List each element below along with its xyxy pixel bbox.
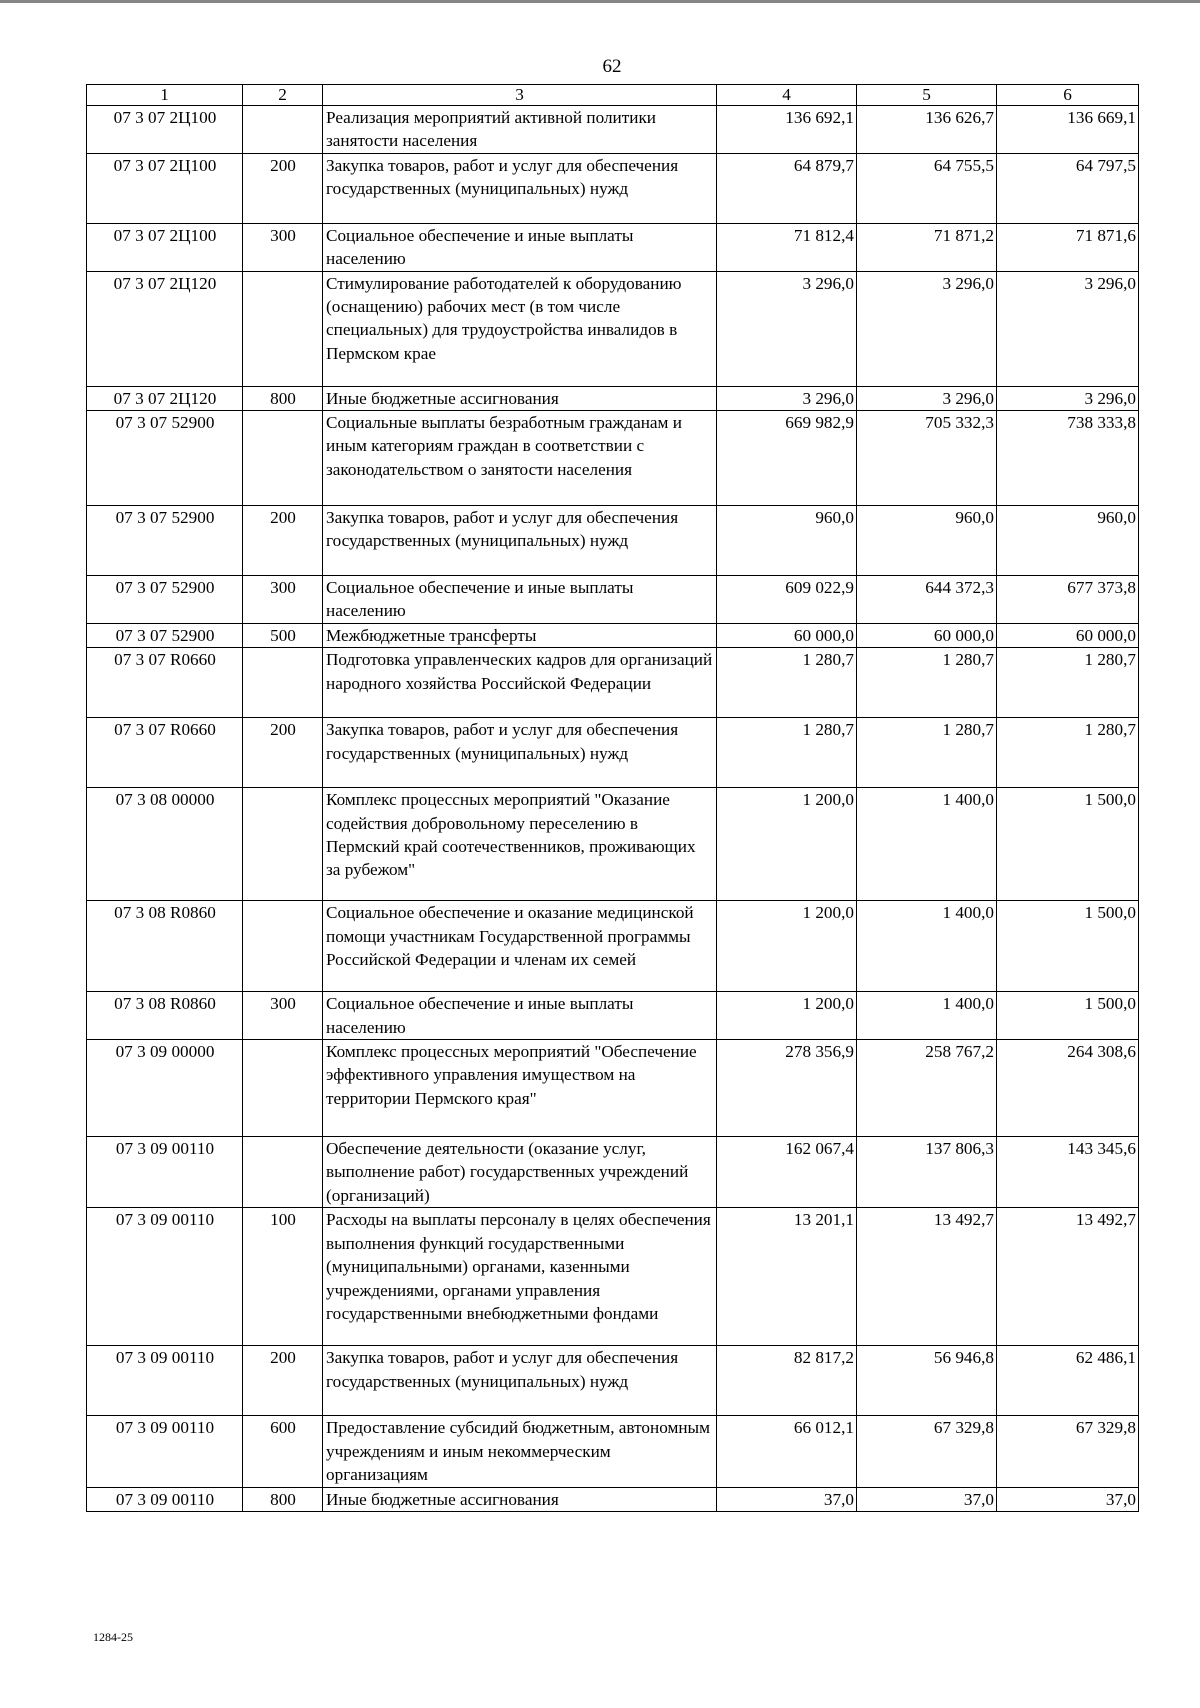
amount-year-2: 1 280,7 [857,648,997,718]
expense-type-code: 300 [243,576,323,624]
column-header-2: 2 [243,85,323,106]
expense-type-code [243,648,323,718]
target-article-code: 07 3 07 52900 [87,623,243,647]
table-row [87,1416,1139,1487]
table-row [87,1487,1139,1511]
amount-year-1: 64 879,7 [717,153,857,223]
expense-type-code: 300 [243,223,323,271]
expense-type-code: 600 [243,1416,323,1487]
item-name: Социальное обеспечение и иные выплаты населению [323,576,717,624]
target-article-code: 07 3 07 2Ц100 [87,153,243,223]
expense-type-code [243,788,323,901]
table-row [87,386,1139,410]
amount-year-2: 13 492,7 [857,1208,997,1346]
table-row [87,1208,1139,1346]
expense-type-code: 200 [243,506,323,576]
amount-year-1: 71 812,4 [717,223,857,271]
amount-year-1: 1 280,7 [717,718,857,788]
target-article-code: 07 3 09 00110 [87,1346,243,1416]
expense-type-code [243,1040,323,1137]
amount-year-2: 705 332,3 [857,411,997,506]
expense-type-code: 100 [243,1208,323,1346]
expense-type-code [243,106,323,154]
amount-year-2: 3 296,0 [857,386,997,410]
amount-year-3: 677 373,8 [997,576,1139,624]
amount-year-2: 64 755,5 [857,153,997,223]
item-name: Предоставление субсидий бюджетным, автономным учреждениям и иным некоммерческим организациям [323,1416,717,1487]
table-row [87,576,1139,624]
target-article-code: 07 3 07 52900 [87,411,243,506]
amount-year-1: 669 982,9 [717,411,857,506]
item-name: Социальные выплаты безработным гражданам и иным категориям граждан в соответствии с законодательством о занятости населения [323,411,717,506]
expense-type-code: 200 [243,153,323,223]
expense-type-code: 300 [243,992,323,1040]
amount-year-1: 1 280,7 [717,648,857,718]
item-name: Социальное обеспечение и оказание медицинской помощи участникам Государственной программы Российской Федерации и членам их семей [323,901,717,992]
item-name: Межбюджетные трансферты [323,623,717,647]
item-name: Обеспечение деятельности (оказание услуг, выполнение работ) государственных учреждений (организаций) [323,1137,717,1208]
item-name: Закупка товаров, работ и услуг для обеспечения государственных (муниципальных) нужд [323,1346,717,1416]
target-article-code: 07 3 07 52900 [87,506,243,576]
scan-top-edge [0,0,1200,3]
expense-type-code: 500 [243,623,323,647]
amount-year-3: 64 797,5 [997,153,1139,223]
amount-year-2: 1 400,0 [857,992,997,1040]
amount-year-1: 37,0 [717,1487,857,1511]
target-article-code: 07 3 09 00110 [87,1416,243,1487]
table-row [87,1040,1139,1137]
amount-year-1: 278 356,9 [717,1040,857,1137]
amount-year-3: 67 329,8 [997,1416,1139,1487]
amount-year-2: 3 296,0 [857,271,997,386]
amount-year-1: 1 200,0 [717,788,857,901]
amount-year-1: 60 000,0 [717,623,857,647]
item-name: Социальное обеспечение и иные выплаты населению [323,223,717,271]
item-name: Закупка товаров, работ и услуг для обеспечения государственных (муниципальных) нужд [323,506,717,576]
amount-year-1: 3 296,0 [717,386,857,410]
amount-year-3: 264 308,6 [997,1040,1139,1137]
amount-year-3: 1 280,7 [997,648,1139,718]
amount-year-1: 66 012,1 [717,1416,857,1487]
amount-year-2: 136 626,7 [857,106,997,154]
item-name: Расходы на выплаты персоналу в целях обеспечения выполнения функций государственными (муниципальными) органами, казенными учреждениями, органами управления государственными внебюджетными фондами [323,1208,717,1346]
amount-year-2: 258 767,2 [857,1040,997,1137]
amount-year-3: 143 345,6 [997,1137,1139,1208]
table-row [87,1346,1139,1416]
amount-year-3: 60 000,0 [997,623,1139,647]
expense-type-code: 800 [243,1487,323,1511]
amount-year-3: 136 669,1 [997,106,1139,154]
table-row [87,623,1139,647]
table-row [87,223,1139,271]
amount-year-1: 82 817,2 [717,1346,857,1416]
amount-year-2: 644 372,3 [857,576,997,624]
amount-year-3: 1 500,0 [997,992,1139,1040]
amount-year-2: 56 946,8 [857,1346,997,1416]
amount-year-3: 3 296,0 [997,271,1139,386]
item-name: Социальное обеспечение и иные выплаты населению [323,992,717,1040]
amount-year-1: 1 200,0 [717,901,857,992]
amount-year-2: 1 400,0 [857,788,997,901]
target-article-code: 07 3 09 00110 [87,1137,243,1208]
table-header-row [87,85,1139,106]
budget-table [86,84,1139,1512]
target-article-code: 07 3 07 2Ц100 [87,106,243,154]
table-row [87,153,1139,223]
column-header-3: 3 [323,85,717,106]
table-row [87,506,1139,576]
page-number: 62 [602,56,622,77]
amount-year-2: 960,0 [857,506,997,576]
item-name: Закупка товаров, работ и услуг для обеспечения государственных (муниципальных) нужд [323,153,717,223]
amount-year-3: 71 871,6 [997,223,1139,271]
amount-year-3: 1 500,0 [997,901,1139,992]
target-article-code: 07 3 07 2Ц100 [87,223,243,271]
expense-type-code [243,1137,323,1208]
amount-year-1: 136 692,1 [717,106,857,154]
column-header-5: 5 [857,85,997,106]
column-header-6: 6 [997,85,1139,106]
amount-year-3: 62 486,1 [997,1346,1139,1416]
expense-type-code [243,901,323,992]
expense-type-code: 200 [243,1346,323,1416]
target-article-code: 07 3 09 00000 [87,1040,243,1137]
expense-type-code: 200 [243,718,323,788]
table-row [87,992,1139,1040]
amount-year-3: 1 280,7 [997,718,1139,788]
expense-type-code: 800 [243,386,323,410]
target-article-code: 07 3 07 2Ц120 [87,271,243,386]
amount-year-2: 137 806,3 [857,1137,997,1208]
item-name: Подготовка управленческих кадров для организаций народного хозяйства Российской Федерации [323,648,717,718]
target-article-code: 07 3 07 52900 [87,576,243,624]
expense-type-code [243,411,323,506]
item-name: Комплекс процессных мероприятий "Оказание содействия добровольному переселению в Пермский край соотечественников, проживающих за рубежом" [323,788,717,901]
table-row [87,901,1139,992]
amount-year-3: 37,0 [997,1487,1139,1511]
item-name: Реализация мероприятий активной политики занятости населения [323,106,717,154]
table-row [87,718,1139,788]
table-row [87,788,1139,901]
target-article-code: 07 3 08 R0860 [87,992,243,1040]
amount-year-2: 1 400,0 [857,901,997,992]
target-article-code: 07 3 07 R0660 [87,718,243,788]
amount-year-3: 13 492,7 [997,1208,1139,1346]
item-name: Иные бюджетные ассигнования [323,1487,717,1511]
amount-year-2: 60 000,0 [857,623,997,647]
item-name: Комплекс процессных мероприятий "Обеспечение эффективного управления имуществом на территории Пермского края" [323,1040,717,1137]
target-article-code: 07 3 07 R0660 [87,648,243,718]
table-row [87,271,1139,386]
target-article-code: 07 3 09 00110 [87,1208,243,1346]
target-article-code: 07 3 08 R0860 [87,901,243,992]
amount-year-1: 960,0 [717,506,857,576]
expense-type-code [243,271,323,386]
amount-year-2: 67 329,8 [857,1416,997,1487]
amount-year-3: 3 296,0 [997,386,1139,410]
amount-year-1: 13 201,1 [717,1208,857,1346]
amount-year-2: 37,0 [857,1487,997,1511]
target-article-code: 07 3 07 2Ц120 [87,386,243,410]
target-article-code: 07 3 09 00110 [87,1487,243,1511]
amount-year-3: 1 500,0 [997,788,1139,901]
amount-year-1: 609 022,9 [717,576,857,624]
table-row [87,106,1139,154]
column-header-1: 1 [87,85,243,106]
amount-year-3: 738 333,8 [997,411,1139,506]
table-row [87,648,1139,718]
target-article-code: 07 3 08 00000 [87,788,243,901]
item-name: Иные бюджетные ассигнования [323,386,717,410]
amount-year-1: 1 200,0 [717,992,857,1040]
item-name: Стимулирование работодателей к оборудованию (оснащению) рабочих мест (в том числе специальных) для трудоустройства инвалидов в Пермском крае [323,271,717,386]
amount-year-2: 71 871,2 [857,223,997,271]
document-code: 1284-25 [93,1630,133,1644]
item-name: Закупка товаров, работ и услуг для обеспечения государственных (муниципальных) нужд [323,718,717,788]
table-row [87,411,1139,506]
amount-year-1: 162 067,4 [717,1137,857,1208]
amount-year-2: 1 280,7 [857,718,997,788]
amount-year-1: 3 296,0 [717,271,857,386]
amount-year-3: 960,0 [997,506,1139,576]
column-header-4: 4 [717,85,857,106]
table-row [87,1137,1139,1208]
